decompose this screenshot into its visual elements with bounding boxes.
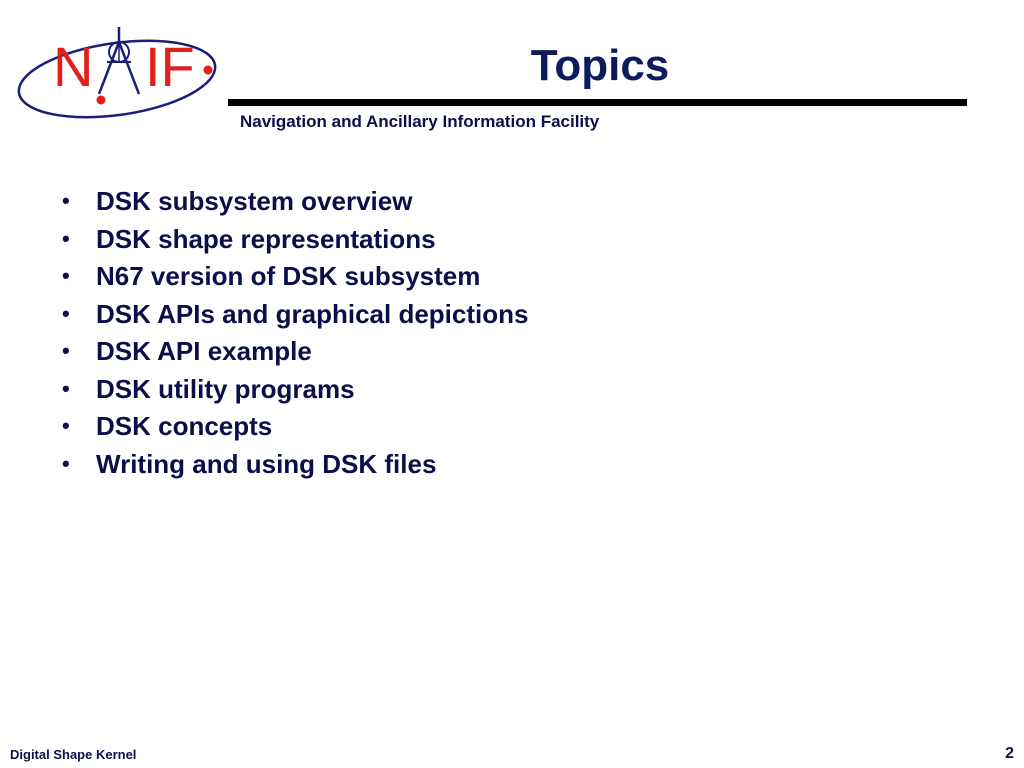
bullet-icon: • [62,188,70,213]
naif-logo-icon [15,22,230,122]
topic-label: DSK APIs and graphical depictions [96,298,529,329]
bullet-icon: • [62,300,70,326]
list-item [62,334,528,372]
list-item [62,222,528,260]
bullet-icon: • [62,225,70,251]
bullet-icon: • [62,375,70,401]
topic-label: DSK utility programs [96,373,355,404]
list-item [62,297,528,335]
list-item [62,259,528,297]
page-title: Topics [530,41,670,90]
topics-list [62,184,528,484]
list-item [62,409,528,447]
topic-label: DSK API example [96,336,312,366]
bullet-icon: • [62,413,70,438]
topic-label: DSK subsystem overview [96,186,413,216]
bullet-icon: • [62,338,70,363]
svg-text:N: N [53,35,94,98]
footer-title: Digital Shape Kernel [10,747,137,762]
topic-label: DSK shape representations [96,223,436,254]
list-item [62,184,528,222]
page-number: 2 [1005,745,1014,762]
list-item [62,372,528,410]
topic-label: DSK concepts [96,411,273,441]
organization-name: Navigation and Ancillary Information Facility [240,112,600,131]
header-divider [228,99,967,106]
bullet-icon: • [62,263,70,288]
bullet-icon: • [62,450,70,476]
topic-label: Writing and using DSK files [96,448,437,479]
svg-text:IF: IF [145,35,195,98]
topic-label: N67 version of DSK subsystem [96,261,481,291]
list-item [62,447,528,485]
